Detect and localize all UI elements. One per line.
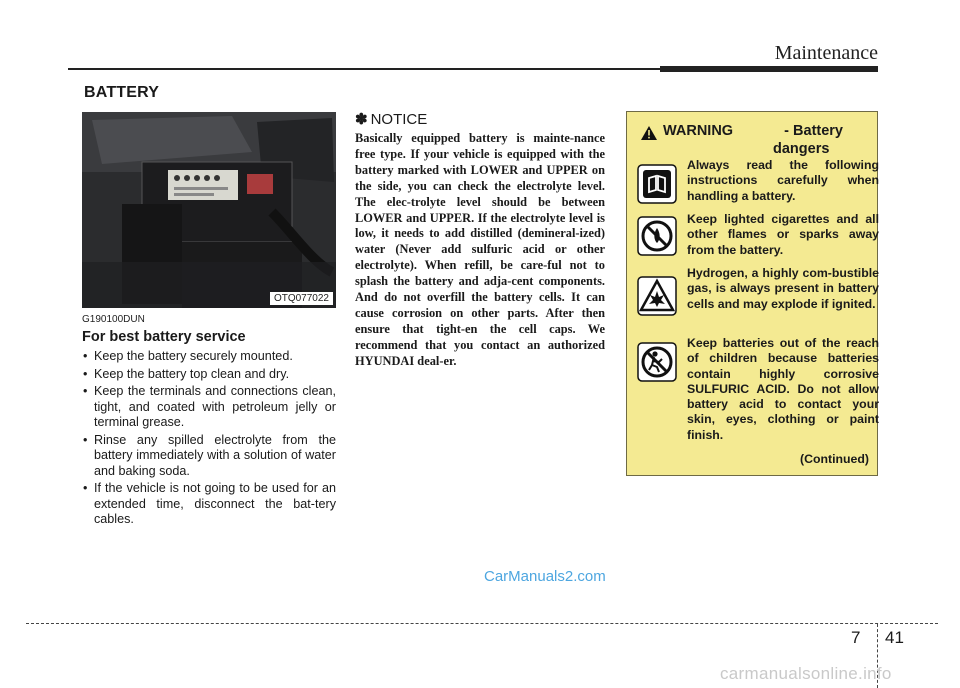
header-rule: [68, 68, 660, 70]
keep-away-children-icon: [637, 342, 677, 382]
notice-symbol-icon: ✽: [355, 111, 368, 128]
page-chapter: 7: [851, 628, 861, 647]
warning-box: [626, 111, 878, 476]
footer-rule: [26, 623, 938, 624]
service-heading: For best battery service: [82, 329, 246, 345]
header-title: Maintenance: [774, 42, 878, 64]
warning-label: WARNING: [663, 123, 734, 139]
warning-triangle-icon: [641, 126, 657, 140]
notice-body: Basically equipped battery is mainte-nance free type. If your vehicle is equipped with the battery marked with LOWER and UPPER on the side, you can check the electrolyte level. The elec-trolyte level should be between LOWER and UPPER. If the electrolyte level is low, it needs to add distilled (demineral-ized) water (Never add sulfuric acid or other electrolyte). When refill, be care-ful not to splash the battery and adja-cent components. And do not overfill the battery cells. It can cause corrosion on other parts. After then ensure that tight-en the cell caps. We recommend that you contact an authorized HYUNDAI deal-er.: [355, 131, 605, 368]
photo-caption: OTQ077022: [270, 292, 333, 305]
warning-item-text: Always read the following instructions carefully when handling a battery.: [687, 158, 879, 203]
list-item: • Keep the terminals and connections clean, tight, and coated with petroleum jelly or terminal grease.: [82, 384, 336, 431]
warning-item-text: Keep lighted cigarettes and all other flames or sparks away from the battery.: [687, 212, 879, 257]
service-bullet-list: [82, 349, 336, 530]
explosion-hazard-icon: [637, 276, 677, 316]
notice-title: [355, 110, 427, 128]
warning-item-text: Keep batteries out of the reach of children because batteries contain highly corrosive SULFURIC ACID. Do not allow battery acid to contact your skin, eyes, clothing or paint finish.: [687, 336, 879, 442]
list-item: • Keep the battery top clean and dry.: [82, 367, 336, 383]
notice-title-text: NOTICE: [370, 111, 428, 128]
continued-label: (Continued): [800, 452, 869, 466]
list-item: • If the vehicle is not going to be used for an extended time, disconnect the bat-tery cables.: [82, 481, 336, 528]
list-item: • Rinse any spilled electrolyte from the battery immediately with a solution of water and baking soda.: [82, 433, 336, 480]
header-rule-accent: [660, 66, 878, 72]
battery-photo: [82, 112, 336, 308]
section-title: BATTERY: [84, 84, 160, 101]
warning-subtitle-line1: - Battery: [784, 123, 843, 139]
page-number: 41: [885, 628, 904, 647]
warning-item-text: Hydrogen, a highly com-bustible gas, is always present in battery cells and may explode if ignited.: [687, 266, 879, 311]
section-code: G190100DUN: [82, 314, 145, 325]
warning-subtitle-line2: dangers: [773, 141, 830, 157]
no-flames-icon: [637, 216, 677, 256]
watermark-link[interactable]: CarManuals2.com: [484, 568, 606, 585]
site-watermark: carmanualsonline.info: [720, 664, 892, 683]
list-item: • Keep the battery securely mounted.: [82, 349, 336, 365]
read-manual-icon: [637, 164, 677, 204]
